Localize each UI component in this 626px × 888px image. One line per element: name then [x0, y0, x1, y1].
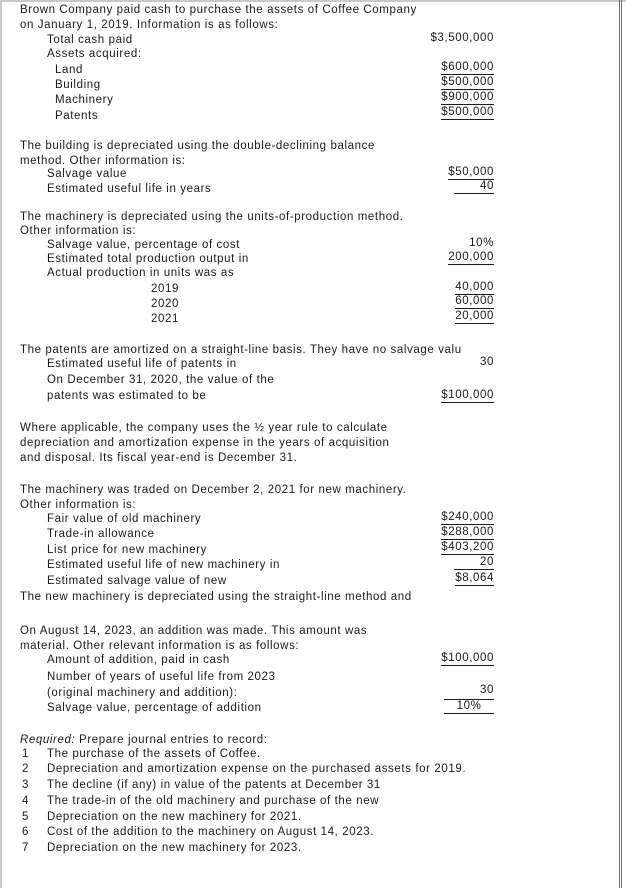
trade-line: The new machinery is depreciated using the straight-line method and	[20, 591, 412, 603]
building-salvage-label: Salvage value	[47, 168, 128, 180]
production-units: 20,000	[455, 310, 494, 322]
cell-border-line	[619, 0, 620, 888]
production-year: 2020	[151, 298, 179, 310]
patents-life-value: 30	[480, 356, 494, 368]
production-units: 60,000	[455, 295, 494, 307]
asset-value: $900,000	[441, 91, 494, 103]
required-item-number: 1	[22, 748, 29, 760]
building-life-value: 40	[454, 180, 494, 194]
intro-line: Brown Company paid cash to purchase the assets of Coffee Company	[20, 4, 417, 16]
total-cash-value: $3,500,000	[430, 32, 494, 44]
required-item-text: The trade-in of the old machinery and purchase of the new	[47, 795, 380, 807]
machinery-salvage-value: 10%	[469, 237, 494, 249]
required-item-text: Depreciation on the new machinery for 2023.	[47, 842, 302, 854]
production-year: 2019	[151, 283, 179, 295]
trade-item-value: $288,000	[441, 526, 494, 538]
trade-item-label: Fair value of old machinery	[47, 513, 202, 525]
halfyear-line: depreciation and amortization expense in the years of acquisition	[20, 437, 390, 449]
trade-line: The machinery was traded on December 2, 2021 for new machinery.	[20, 484, 407, 496]
total-cash-label: Total cash paid	[47, 34, 133, 46]
asset-value: $500,000	[441, 76, 494, 88]
machinery-line: Other information is:	[20, 225, 137, 237]
patents-dec-line: On December 31, 2020, the value of the	[47, 374, 275, 386]
asset-value: $500,000	[441, 106, 494, 118]
required-item-text: Depreciation on the new machinery for 2021.	[47, 811, 302, 823]
addition-years-line: (original machinery and addition):	[47, 687, 238, 699]
patents-life-label: Estimated useful life of patents in	[47, 358, 237, 370]
cell-border-line	[621, 0, 622, 888]
patents-dec-value: $100,000	[441, 389, 494, 401]
intro-line: on January 1, 2019. Information is as follows:	[20, 19, 279, 31]
sheet-left-border	[0, 0, 2, 888]
trade-item-label: Estimated salvage value of new	[47, 575, 227, 587]
production-units: 40,000	[455, 281, 494, 293]
halfyear-line: Where applicable, the company uses the ½ year rule to calculate	[20, 422, 388, 434]
trade-item-value: $240,000	[441, 511, 494, 523]
machinery-salvage-label: Salvage value, percentage of cost	[47, 239, 241, 251]
trade-item-label: List price for new machinery	[47, 544, 207, 556]
machinery-output-label: Estimated total production output in	[47, 253, 249, 265]
patents-line: The patents are amortized on a straight-line basis. They have no salvage valu	[20, 344, 462, 356]
building-salvage-value: $50,000	[448, 166, 494, 178]
trade-item-value: 20	[454, 556, 494, 570]
addition-years-value: 30	[480, 684, 494, 696]
required-heading-label: Required:	[20, 734, 76, 746]
trade-item-label: Estimated useful life of new machinery in	[47, 559, 280, 571]
required-item-text: The purchase of the assets of Coffee.	[47, 748, 261, 760]
required-heading-text: Prepare journal entries to record:	[75, 734, 268, 746]
machinery-production-label: Actual production in units was as	[47, 267, 235, 279]
required-item-number: 3	[22, 779, 29, 791]
required-item-number: 2	[22, 763, 29, 775]
addition-line: material. Other relevant information is as follows:	[20, 640, 300, 652]
addition-line: On August 14, 2023, an addition was made. This amount was	[20, 625, 368, 637]
required-item-number: 4	[22, 795, 29, 807]
required-heading	[20, 733, 268, 747]
trade-item-value: $8,064	[455, 572, 494, 584]
building-line: method. Other information is:	[20, 155, 186, 167]
asset-label: Building	[55, 79, 101, 91]
addition-salvage-label: Salvage value, percentage of addition	[47, 702, 262, 714]
machinery-line: The machinery is depreciated using the units-of-production method.	[20, 211, 404, 223]
asset-value: $600,000	[441, 61, 494, 73]
required-item-number: 5	[22, 811, 29, 823]
production-year: 2021	[151, 313, 179, 325]
addition-amount-value: $100,000	[441, 652, 494, 664]
trade-line: Other information is:	[20, 499, 137, 511]
addition-salvage-value: 10%	[444, 699, 494, 714]
trade-item-label: Trade-in allowance	[47, 528, 155, 540]
required-item-number: 7	[22, 842, 29, 854]
asset-label: Patents	[55, 110, 99, 122]
required-item-text: Depreciation and amortization expense on the purchased assets for 2019.	[47, 763, 467, 775]
asset-label: Land	[55, 64, 83, 76]
machinery-output-value: 200,000	[448, 251, 494, 263]
patents-dec-line: patents was estimated to be	[47, 390, 207, 402]
halfyear-line: and disposal. Its fiscal year-end is December 31.	[20, 452, 298, 464]
required-item-number: 6	[22, 826, 29, 838]
required-item-text: Cost of the addition to the machinery on August 14, 2023.	[47, 826, 375, 838]
addition-years-line: Number of years of useful life from 2023	[47, 671, 276, 683]
required-item-text: The decline (if any) in value of the patents at December 31	[47, 779, 381, 791]
sheet-top-border	[0, 0, 626, 2]
building-line: The building is depreciated using the double-declining balance	[20, 140, 375, 152]
asset-label: Machinery	[55, 94, 114, 106]
addition-amount-label: Amount of addition, paid in cash	[47, 654, 230, 666]
trade-item-value: $403,200	[441, 541, 494, 553]
assets-label: Assets acquired:	[47, 48, 142, 60]
building-life-label: Estimated useful life in years	[47, 183, 212, 195]
